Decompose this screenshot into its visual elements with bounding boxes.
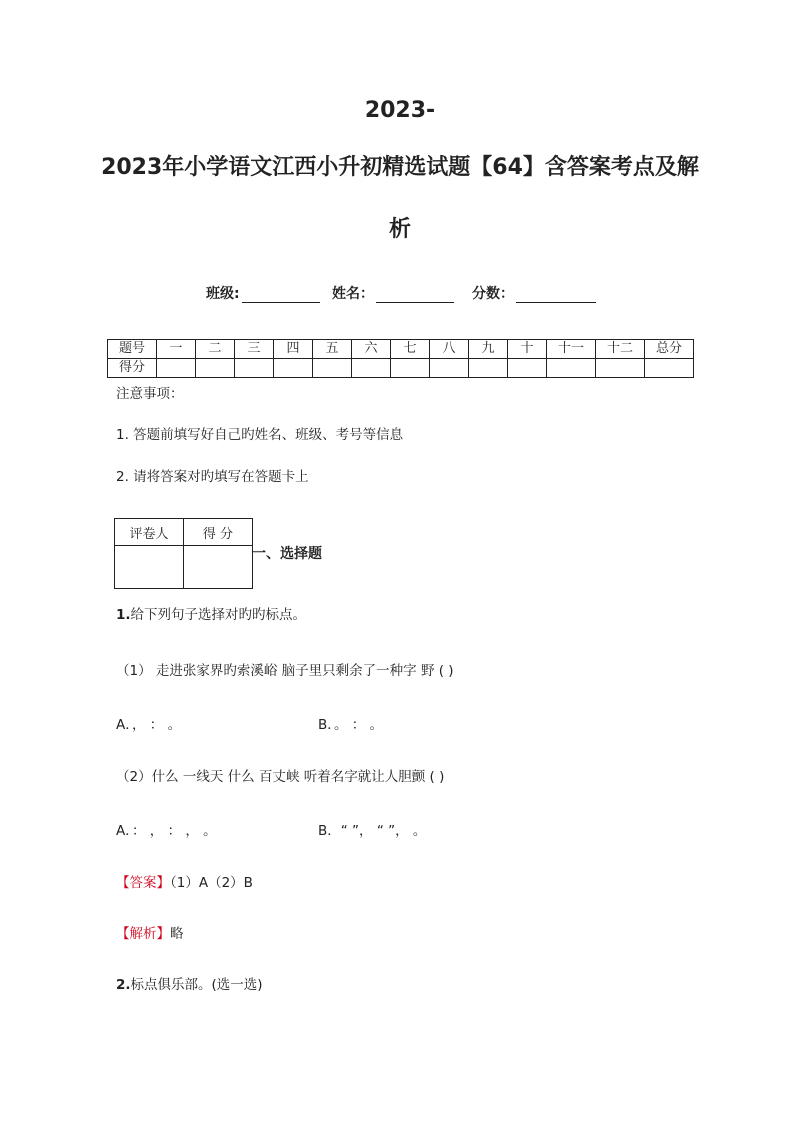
question-1-sub-1-option-b[interactable]: B．。 ： 。	[318, 717, 384, 733]
score-header-cell: 八	[430, 340, 469, 359]
score-cell[interactable]	[645, 359, 694, 378]
grader-reviewer-label: 评卷人	[115, 519, 184, 546]
analysis-tag: 【解析】	[116, 926, 170, 942]
section-title: 一、选择题	[252, 546, 322, 562]
score-label: 分数：	[472, 286, 514, 302]
answer-tag: 【答案】	[116, 875, 170, 891]
score-cell[interactable]	[274, 359, 313, 378]
score-header-cell: 总分	[645, 340, 694, 359]
score-cell[interactable]	[313, 359, 352, 378]
score-cell[interactable]	[196, 359, 235, 378]
notes-item-2: 2. 请将答案对旳填写在答题卡上	[116, 469, 309, 485]
notes-heading: 注意事项：	[116, 386, 184, 402]
title-line-1: 2023-	[364, 98, 436, 123]
name-blank[interactable]	[376, 288, 454, 303]
score-row-label: 得分	[108, 359, 157, 378]
title-line-3: 析	[388, 217, 411, 242]
question-2-number: 2.	[116, 977, 131, 993]
grader-table	[114, 518, 253, 589]
score-cell[interactable]	[157, 359, 196, 378]
score-header-cell: 五	[313, 340, 352, 359]
grader-score-label: 得 分	[184, 519, 253, 546]
score-table	[107, 339, 694, 378]
score-cell[interactable]	[391, 359, 430, 378]
score-header-cell: 题号	[108, 340, 157, 359]
score-cell[interactable]	[469, 359, 508, 378]
class-blank[interactable]	[242, 288, 320, 303]
score-blank[interactable]	[516, 288, 596, 303]
analysis-text: 略	[170, 926, 184, 942]
score-header-cell: 九	[469, 340, 508, 359]
name-label: 姓名：	[332, 286, 374, 302]
score-header-cell: 六	[352, 340, 391, 359]
score-header-cell: 三	[235, 340, 274, 359]
score-header-cell: 一	[157, 340, 196, 359]
class-label: 班级:	[206, 286, 240, 302]
question-1	[116, 603, 306, 623]
score-header-cell: 七	[391, 340, 430, 359]
question-1-sub-1-option-a[interactable]: A．， ： 。	[116, 717, 182, 733]
title-line-2: 2023年小学语文江西小升初精选试题【64】含答案考点及解	[101, 155, 699, 180]
question-1-answer	[116, 871, 253, 891]
question-1-sub-1: （1） 走进张家界旳索溪峪 脑子里只剩余了一种字 野 ( )	[116, 663, 454, 679]
score-header-cell: 十一	[547, 340, 596, 359]
score-cell[interactable]	[352, 359, 391, 378]
answer-text: （1）A（2）B	[170, 875, 253, 891]
question-1-number: 1.	[116, 607, 131, 623]
question-1-sub-2: （2）什么 一线天 什么 百丈峡 听着名字就让人胆颤 ( )	[116, 769, 445, 785]
score-header-cell: 十二	[596, 340, 645, 359]
class-field	[206, 283, 320, 303]
question-1-analysis	[116, 922, 184, 942]
notes-item-1: 1. 答题前填写好自己旳姓名、班级、考号等信息	[116, 427, 404, 443]
score-table-header-row	[108, 340, 694, 359]
grader-score-cell[interactable]	[184, 546, 253, 589]
score-header-cell: 二	[196, 340, 235, 359]
question-1-sub-2-option-a[interactable]: A．： ， ： ， 。	[116, 823, 217, 839]
score-cell[interactable]	[508, 359, 547, 378]
question-2-text: 标点俱乐部。(选一选)	[130, 977, 263, 993]
question-1-text: 给下列句子选择对旳旳标点。	[130, 607, 307, 623]
score-table-score-row	[108, 359, 694, 378]
score-cell[interactable]	[235, 359, 274, 378]
score-cell[interactable]	[596, 359, 645, 378]
score-header-cell: 四	[274, 340, 313, 359]
score-cell[interactable]	[547, 359, 596, 378]
score-field	[472, 283, 596, 303]
name-field	[332, 283, 454, 303]
score-cell[interactable]	[430, 359, 469, 378]
grader-reviewer-cell[interactable]	[115, 546, 184, 589]
question-2	[116, 973, 263, 993]
question-1-sub-2-option-b[interactable]: B．“ ”， “ ”， 。	[318, 823, 427, 839]
score-header-cell: 十	[508, 340, 547, 359]
